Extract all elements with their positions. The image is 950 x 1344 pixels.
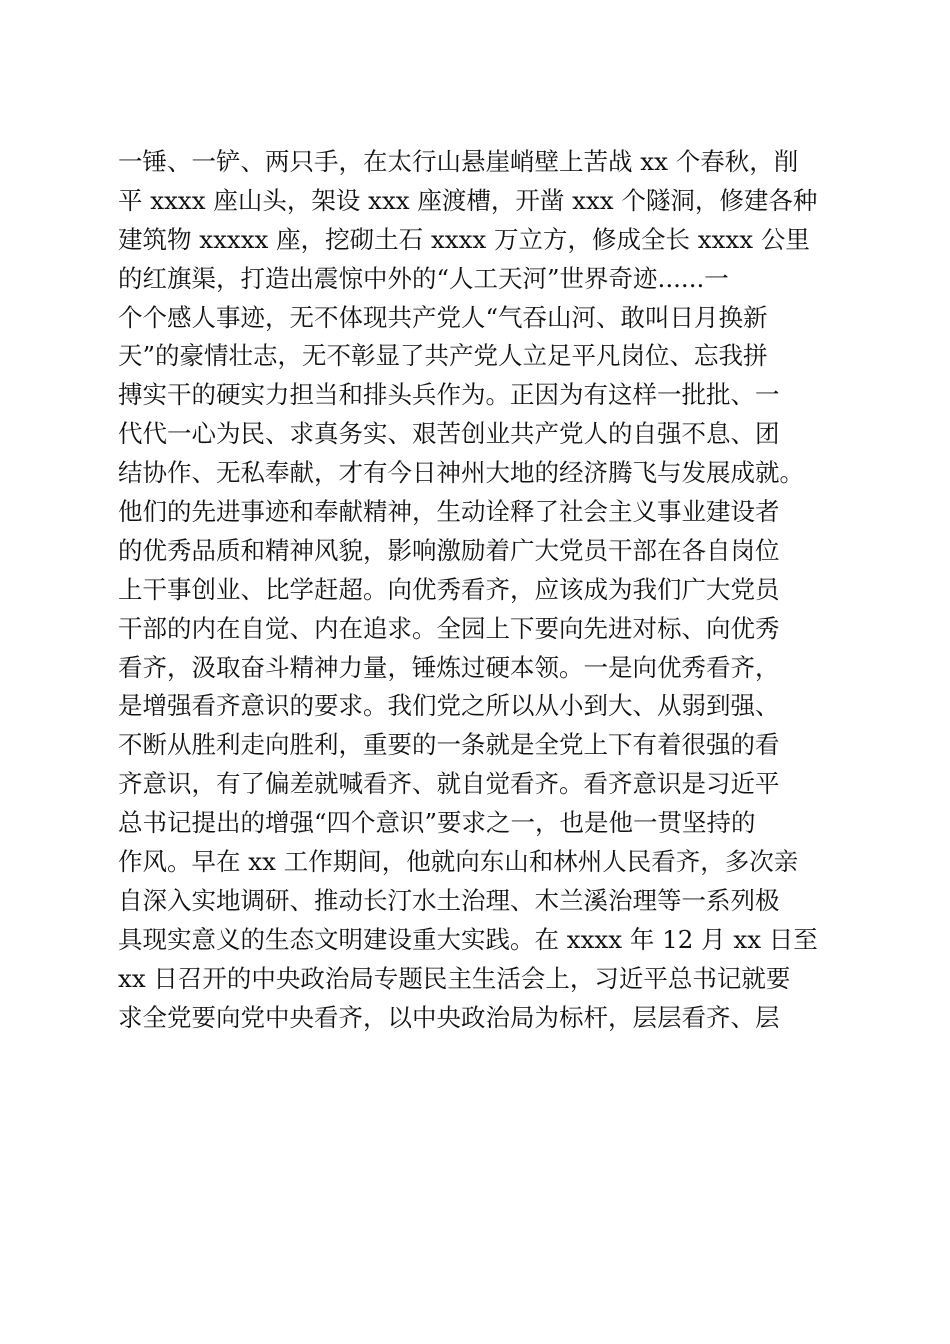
text-line: 总书记提出的增强“四个意识”要求之一，也是他一贯坚持的 [118, 808, 756, 838]
text-line: 结协作、无私奉献，才有今日神州大地的经济腾飞与发展成就。 [118, 458, 804, 488]
text-line: 干部的内在自觉、内在追求。全园上下要向先进对标、向优秀 [118, 613, 780, 643]
text-line: 天”的豪情壮志，无不彰显了共产党人立足平凡岗位、忘我拼 [118, 341, 768, 371]
text-line: 平 xxxx 座山头，架设 xxx 座渡槽，开凿 xxx 个隧洞，修建各种 [118, 185, 818, 215]
text-line: 求全党要向党中央看齐，以中央政治局为标杆，层层看齐、层 [118, 1002, 780, 1032]
text-line: 齐意识，有了偏差就喊看齐、就自觉看齐。看齐意识是习近平 [118, 769, 780, 799]
text-line: 是增强看齐意识的要求。我们党之所以从小到大、从弱到强、 [118, 691, 780, 721]
text-line: xx 日召开的中央政治局专题民主生活会上，习近平总书记就要 [118, 963, 791, 993]
text-line: 看齐，汲取奋斗精神力量，锤炼过硬本领。一是向优秀看齐， [118, 652, 780, 682]
text-line: 具现实意义的生态文明建设重大实践。在 xxxx 年 12 月 xx 日至 [118, 924, 818, 954]
text-line: 一锤、一铲、两只手，在太行山悬崖峭壁上苦战 xx 个春秋，削 [118, 147, 799, 176]
text-line: 的红旗渠，打造出震惊中外的“人工天河”世界奇迹......一 [118, 263, 729, 293]
text-line: 建筑物 xxxxx 座，挖砌土石 xxxx 万立方，修成全长 xxxx 公里 [118, 224, 810, 254]
text-line: 代代一心为民、求真务实、艰苦创业共产党人的自强不息、团 [118, 419, 780, 449]
text-line: 不断从胜利走向胜利，重要的一条就是全党上下有着很强的看 [118, 730, 780, 760]
text-line: 个个感人事迹，无不体现共产党人“气吞山河、敢叫日月换新 [118, 302, 768, 332]
text-line: 他们的先进事迹和奉献精神，生动诠释了社会主义事业建设者 [118, 497, 780, 527]
text-line: 的优秀品质和精神风貌，影响激励着广大党员干部在各自岗位 [118, 535, 780, 565]
text-line: 自深入实地调研、推动长汀水土治理、木兰溪治理等一系列极 [118, 885, 780, 915]
text-line: 上干事创业、比学赶超。向优秀看齐，应该成为我们广大党员 [118, 574, 780, 604]
text-line: 作风。早在 xx 工作期间，他就向东山和林州人民看齐，多次亲 [118, 847, 799, 877]
text-line: 搏实干的硬实力担当和排头兵作为。正因为有这样一批批、一 [118, 380, 780, 410]
body-text [118, 143, 838, 1037]
